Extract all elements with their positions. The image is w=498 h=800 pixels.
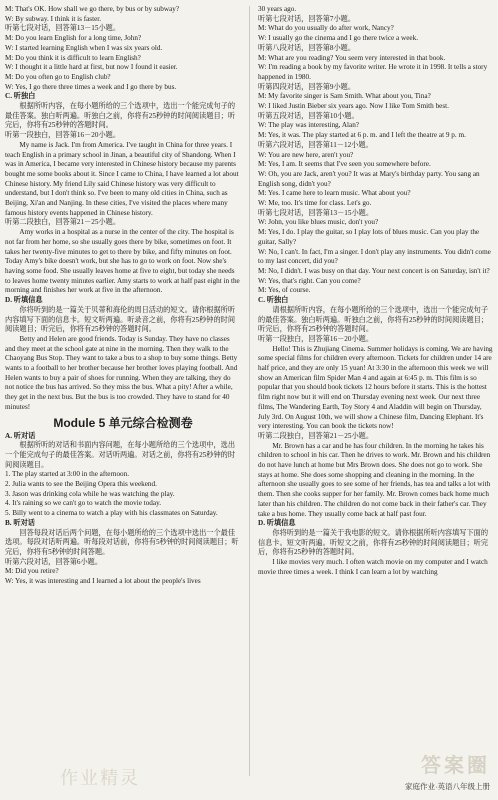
text-line: 听第一段独白，回答第16－20小题。 xyxy=(258,334,374,343)
text-line: M: That's OK. How shall we go there, by bus or by subway? xyxy=(5,5,180,13)
text-line: W: Yes, that's right. Can you come? xyxy=(258,276,361,285)
text-line: 听第二段独白，回答第21－25小题。 xyxy=(258,431,374,440)
text-line: M: Yes, I am. It seems that I've seen you somewhere before. xyxy=(258,160,431,169)
text-line: 听第七段对话，回答第13－15小题。 xyxy=(5,24,121,33)
text-line: 你将听到的是一篇关于贝蒂和海伦的周日活动的短文。请你根据所听内容填写下面的信息卡。短文听两遍。听录音之前，你将有25秒钟的时间阅读题目；听完后，你将有25秒钟的答题时间。 xyxy=(5,305,236,334)
watermark-right: 答案圈 xyxy=(421,753,490,777)
text-line: 根据所听的对话和书面内容问题，在每小题所给的三个选项中，选出一个能完成句子的最佳答案。对话听两遍。对话之前，你将有25秒钟的时间阅读题目。 xyxy=(5,441,236,469)
right-column xyxy=(258,5,494,577)
text-line: W: Yes, it was interesting and I learned a lot about the people's lives xyxy=(5,577,201,586)
text-line: M: Yes. I came here to learn music. What about you? xyxy=(258,189,411,198)
text-line: M: Yes, of course. xyxy=(258,286,311,295)
text-line: B. 听对话 xyxy=(5,518,35,527)
text-line: M: Do you learn English for a long time, John? xyxy=(5,34,142,43)
text-line: 2. Julia wants to see the Beijing Opera this weekend. xyxy=(5,480,157,489)
text-line: C. 听独白 xyxy=(258,296,289,305)
text-line: W: I'm reading a book by my favorite writer. He wrote it in 1998. It tells a story happened in 1980. xyxy=(258,63,489,81)
text-line: C. 听独白 xyxy=(5,92,36,101)
text-line: M: What do you usually do after work, Nancy? xyxy=(258,24,394,33)
text-line: W: Oh, you are Jack, aren't you? It was at Mary's birthday party. You sang an English song, didn't you? xyxy=(258,169,482,188)
text-line: W: I usually go the cinema and I go there twice a week. xyxy=(258,34,418,43)
text-line: 你将听到的是一篇关于我电影的短文。请你根据所听内容填写下面的信息卡。短文听两遍。听短文之前，你将有25秒钟的时间阅读题目；听完后，你将有25秒钟的答题时间。 xyxy=(258,528,489,557)
text-line: W: I started learning English when I was six years old. xyxy=(5,43,163,52)
text-line: M: Do you think it is difficult to learn English? xyxy=(5,53,141,62)
left-column-text-2 xyxy=(5,432,241,587)
text-line: D. 听填信息 xyxy=(5,296,43,305)
text-line: W: I liked Justin Bieber six years ago. Now I like Tom Smith best. xyxy=(258,102,449,111)
text-line: W: Me, too. It's time for class. Let's go. xyxy=(258,199,372,208)
text-line: 1. The play started at 3:00 in the afternoon. xyxy=(5,470,130,479)
text-line: Amy works in a hospital as a nurse in the center of the city. The hospital is not far from her home, so she usually goes there by bike, sometimes on foot. It takes her twenty-five minutes to get to there by bike, and fifty minutes on foot. Today Amy's bike doesn't work, but she has to go to work on foot. Now she's having some food. She usually leaves home at five to eight, but today she needs to leaves home twenty minutes earlier. Amy starts to work at half past eight in the morning and finishes her work at five in the afternoon. xyxy=(5,228,242,295)
page-footer: 家庭作业·英语八年级上册 xyxy=(405,782,490,791)
text-line: W: By subway. I think it is faster. xyxy=(5,14,102,23)
text-line: M: Yes, it was. The play started at 6 p. m. and I left the theatre at 9 p. m. xyxy=(258,131,466,140)
text-line: M: Did you retire? xyxy=(5,567,59,576)
watermark-left: 作业精灵 xyxy=(60,768,140,789)
text-line: 听第七段对话，回答第7小题。 xyxy=(258,14,356,23)
text-line: 3. Jason was drinking cola while he was watching the play. xyxy=(5,489,175,498)
column-divider xyxy=(249,6,250,776)
text-line: 听第六段对话，回答第11－12小题。 xyxy=(258,140,373,149)
text-line: 请根据所听内容，在每小题所给的三个选项中，选出一个能完成句子的最佳答案。独白听两遍。听独白之前，你将有25秒钟的时间阅读题目；听完后，你将有25秒钟的答题时间。 xyxy=(258,305,489,334)
text-line: 听第六段对话，回答第6小题。 xyxy=(5,557,103,566)
text-line: Hello! This is Zhujiang Cinema. Summer holidays is coming. We are having some special films for children every afternoon. Tickets for children under 14 are half price, and they are only 15 yuan! At 3:30 in the afternoon this week we will show an American film Spider Man 4 and again at 6:45 p. m. This film is so popular that you should book tickets 12 hours before it starts. This is the hottest film right now but it will end on Thursday evening next week. Our next three films, The Wandering Earth, Toy Story 4 and Aladdin will begin on Thursday, July 3rd. On August 10th, we will show a Chinese film, Dancing Elephant. It's very interesting. You can book the tickets now! xyxy=(258,344,495,431)
text-line: 根据所听内容，在每小题所给的三个选项中，选出一个能完成句子的最佳答案。独白听两遍。听独白之前，你将有25秒钟的时间阅读题目；听完后，你将有25秒钟的答题时间。 xyxy=(5,102,236,130)
text-line: 回答每段对话后两个问题，在每小题所给的三个选项中选出一个最佳选项。每段对话听两遍。听每段对话前，你将有5秒钟的时间阅读题目；听完后，你将有5秒钟的时间答题。 xyxy=(5,528,239,556)
text-line: M: Do you often go to English club? xyxy=(5,72,111,81)
text-line: 听第四段对话，回答第9小题。 xyxy=(258,82,356,91)
text-line: W: No, I can't. In fact, I'm a singer. I don't play any instruments. You didn't come to my last concert, did you? xyxy=(258,247,493,266)
text-line: W: John, you like blues music, don't you? xyxy=(258,218,379,227)
text-line: 30 years ago. xyxy=(258,5,297,13)
text-line: W: You are new here, aren't you? xyxy=(258,150,354,159)
text-line: W: I thought it a little hard at first, but now I found it easier. xyxy=(5,63,178,72)
text-line: My name is Jack. I'm from America. I've taught in China for three years. I teach English in a primary school in Jinan, a beautiful city of Shandong. When I was in America, I became very interested in Chinese history because my parents bought me some books about it. Since I came to China, I have learned a lot about Chinese history. My friend Lily said Chinese history was very difficult to understand, but I don't think so. I've been to many old cities in China, such as Beijing, Xi'an and Nanjing. In these cities, I've visited the places where many famous history events happened in Chinese history. xyxy=(5,140,241,217)
text-line: W: The play was interesting, Alan? xyxy=(258,121,359,130)
text-line: 听第二段独白，回答第21－25小题。 xyxy=(5,218,121,227)
text-line: M: Yes, I do. I play the guitar, so I play lots of blues music. Can you play the guitar, Sally? xyxy=(258,228,481,246)
text-line: 4. It's raining so we can't go to watch the movie today. xyxy=(5,499,162,508)
module-title: Module 5 单元综合检测卷 xyxy=(53,415,193,430)
text-line: I like movies very much. I often watch movie on my computer and I watch movie three times a week. I think I can learn a lot by watching xyxy=(258,558,490,576)
text-line: 听第七段对话，回答第13－15小题。 xyxy=(258,208,374,217)
text-line: 听第一段独白，回答第16－20小题。 xyxy=(5,131,121,140)
left-column xyxy=(5,5,241,587)
text-line: 听第八段对话，回答第8小题。 xyxy=(258,43,356,52)
text-line: Betty and Helen are good friends. Today is Sunday. They have no classes and they meet at the school gate at nine in the morning. Then they walk to the Chaoyang Bus Stop. They want to take a bus to a shop to buy some things. Betty wants to a football to her brother because her brother loves playing football. And Helen wants to buy a pair of shoes for running. When they are talking, they do not notice the bus has arrived. So they miss the bus. What a pity! After a while, they get in the next bus. But the bus is too crowded. They have to stand for 40 minutes! xyxy=(5,334,240,411)
text-line: M: My favorite singer is Sam Smith. What about you, Tina? xyxy=(258,92,431,101)
text-line: D. 听填信息 xyxy=(258,519,296,528)
text-line: 5. Billy went to a cinema to watch a play with his classmates on Saturday. xyxy=(5,509,218,518)
text-line: 听第五段对话，回答第10小题。 xyxy=(258,111,359,120)
text-line: M: What are you reading? You seem very interested in that book. xyxy=(258,53,446,62)
text-line: W: Yes, I go there three times a week and I go there by bus. xyxy=(5,82,177,91)
left-column-text xyxy=(5,5,241,413)
text-line: M: No, I didn't. I was busy on that day. Your next concert is on Saturday, isn't it? xyxy=(258,266,490,275)
right-column-text xyxy=(258,5,494,577)
text-line: A. 听对话 xyxy=(5,431,36,440)
text-line: Mr. Brown has a car and he has four children. In the morning he takes his children to school in his car. Then he drives to work. Mr. Brown and his children do not have lunch at home but Mrs Brown does. She does not go to work. She stays at home. She does some shopping and cleaning in the morning. In the afternoon she usually goes to see some of her friends, has tea and talks a lot with them. Then she cooks supper for her family. Mr. Brown comes back home much later than his children. The children do not come back in their father's car. They take a bus home. They usually come back at half past four. xyxy=(258,441,493,518)
